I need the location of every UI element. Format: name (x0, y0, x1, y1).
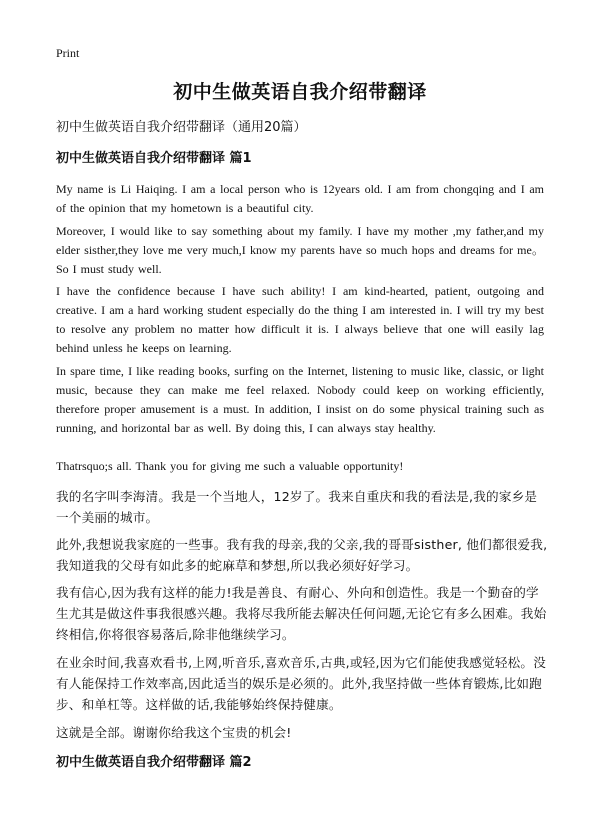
english-paragraph-1: My name is Li Haiqing. I am a local person who is 12years old. I am from chongqing and I am of the opinion that my hometown is a beautiful city. (56, 182, 544, 215)
chinese-paragraph-5: 这就是全部。谢谢你给我这个宝贵的机会! (56, 725, 292, 740)
chinese-paragraph-4: 在业余时间,我喜欢看书,上网,听音乐,喜欢音乐,古典,或轻,因为它们能使我感觉轻松。没有人能保持工作效率高,因此适当的娱乐是必须的。此外,我坚持做一些体育锻炼,比如跑步、和单杠等。这样做的话,我能够始终保持健康。 (56, 655, 546, 712)
chinese-paragraph-3: 我有信心,因为我有这样的能力!我是善良、有耐心、外向和创造性。我是一个勤奋的学生尤其是做这件事我很感兴趣。我将尽我所能去解决任何问题,无论它有多么困难。我始终相信,你将很容易落后,除非他继续学习。 (56, 585, 547, 642)
chinese-paragraph-1: 我的名字叫李海清。我是一个当地人，12岁了。我来自重庆和我的看法是,我的家乡是一个美丽的城市。 (56, 489, 538, 525)
english-paragraph-2: Moreover, I would like to say something about my family. I have my mother ,my father,and my elder sisther,they love me very much,I know my parents have so much hops and dreams for me。So I must study well. (56, 224, 544, 276)
english-paragraph-4: In spare time, I like reading books, surfing on the Internet, listening to music like, classic, or light music, because they can make me feel relaxed. Nobody could keep on working efficiently, therefore proper amusement is a must. In addition, I insist on do some physical training such as running, and horizontal bar as well. By doing this, I can always stay healthy. (56, 364, 544, 435)
print-label[interactable]: Print (56, 46, 80, 60)
document-title: 初中生做英语自我介绍带翻译 (173, 81, 427, 103)
english-paragraph-3: I have the confidence because I have such ability! I am kind-hearted, patient, outgoing and creative. I am a hard working student especially do the thing I am interested in. I will try my best to resolve any problem no matter how difficult it is. I always believe that one will easily lag behind unless he keeps on learning. (56, 284, 544, 355)
chinese-paragraph-2: 此外,我想说我家庭的一些事。我有我的母亲,我的父亲,我的哥哥sisther, 他们都很爱我,我知道我的父母有如此多的蛇麻草和梦想,所以我必须好好学习。 (56, 537, 548, 573)
section-heading-1: 初中生做英语自我介绍带翻译 篇1 (56, 151, 252, 166)
document-subtitle: 初中生做英语自我介绍带翻译（通用20篇） (56, 120, 307, 135)
english-paragraph-5: Thatrsquo;s all. Thank you for giving me such a valuable opportunity! (56, 459, 404, 473)
section-heading-2: 初中生做英语自我介绍带翻译 篇2 (56, 755, 252, 770)
